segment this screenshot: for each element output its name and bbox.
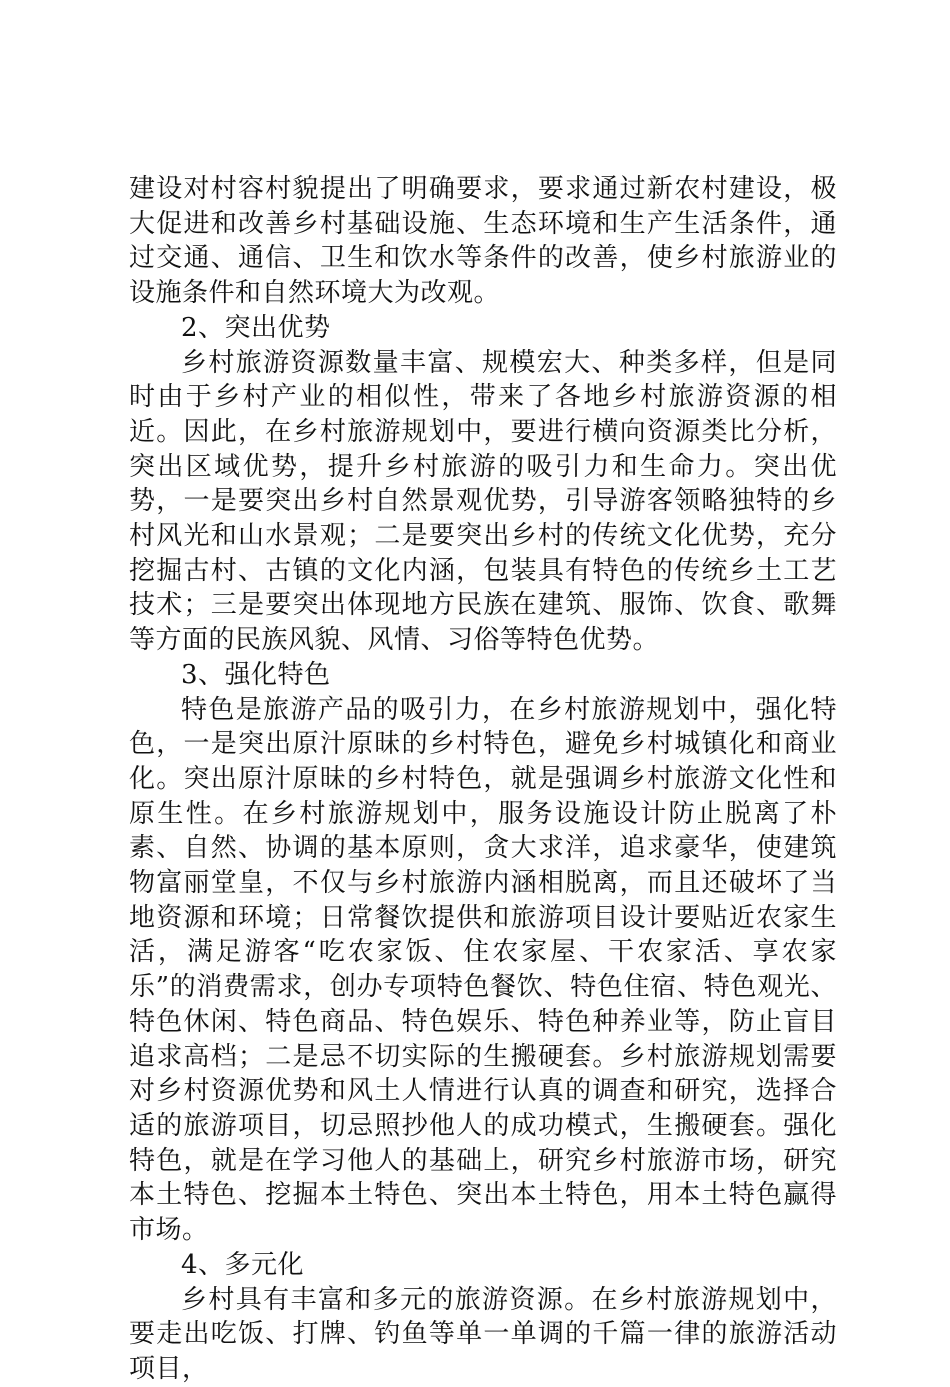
paragraph-features: 特色是旅游产品的吸引力，在乡村旅游规划中，强化特色，一是突出原汁原昧的乡村特色，避免乡村城镇化和商业化。突出原汁原昧的乡村特色，就是强调乡村旅游文化性和原生性。在乡村旅游规划中，服务设施设计防止脱离了朴素、自然、协调的基本原则，贪大求洋，追求豪华，使建筑物富丽堂皇，不仅与乡村旅游内涵相脱离，而且还破坏了当地资源和环境；日常餐饮提供和旅游项目设计要贴近农家生活，满足游客“吃农家饭、住农家屋、干农家活、享农家乐”的消费需求，创办专项特色餐饮、特色住宿、特色观光、特色休闲、特色商品、特色娱乐、特色种养业等，防止盲目追求高档；二是忌不切实际的生搬硬套。乡村旅游规划需要对乡村资源优势和风土人情进行认真的调查和研究，选择合适的旅游项目，切忌照抄他人的成功模式，生搬硬套。强化特色，就是在学习他人的基础上，研究乡村旅游市场，研究本土特色、挖掘本土特色、突出本土特色，用本土特色赢得市场。 [129,694,837,1246]
paragraph-continued: 建设对村容村貌提出了明确要求，要求通过新农村建设，极大促进和改善乡村基础设施、生态环境和生产生活条件，通过交通、通信、卫生和饮水等条件的改善，使乡村旅游业的设施条件和自然环境大为改观。 [129,174,837,309]
paragraph-diversification: 乡村具有丰富和多元的旅游资源。在乡村旅游规划中，要走出吃饭、打牌、钓鱼等单一单调的千篇一律的旅游活动项目， [129,1284,837,1384]
paragraph-advantages: 乡村旅游资源数量丰富、规模宏大、种类多样，但是同时由于乡村产业的相似性，带来了各地乡村旅游资源的相近。因此，在乡村旅游规划中，要进行横向资源类比分析，突出区域优势，提升乡村旅游的吸引力和生命力。突出优势，一是要突出乡村自然景观优势，引导游客领略独特的乡村风光和山水景观；二是要突出乡村的传统文化优势，充分挖掘古村、古镇的文化内涵，包装具有特色的传统乡土工艺技术；三是要突出体现地方民族在建筑、服饰、饮食、歌舞等方面的民族风貌、风情、习俗等特色优势。 [129,347,837,656]
section-heading-4: 4、多元化 [181,1249,305,1280]
document-body [129,172,837,1387]
section-heading-3: 3、强化特色 [181,659,331,690]
section-heading-2: 2、突出优势 [181,312,331,343]
